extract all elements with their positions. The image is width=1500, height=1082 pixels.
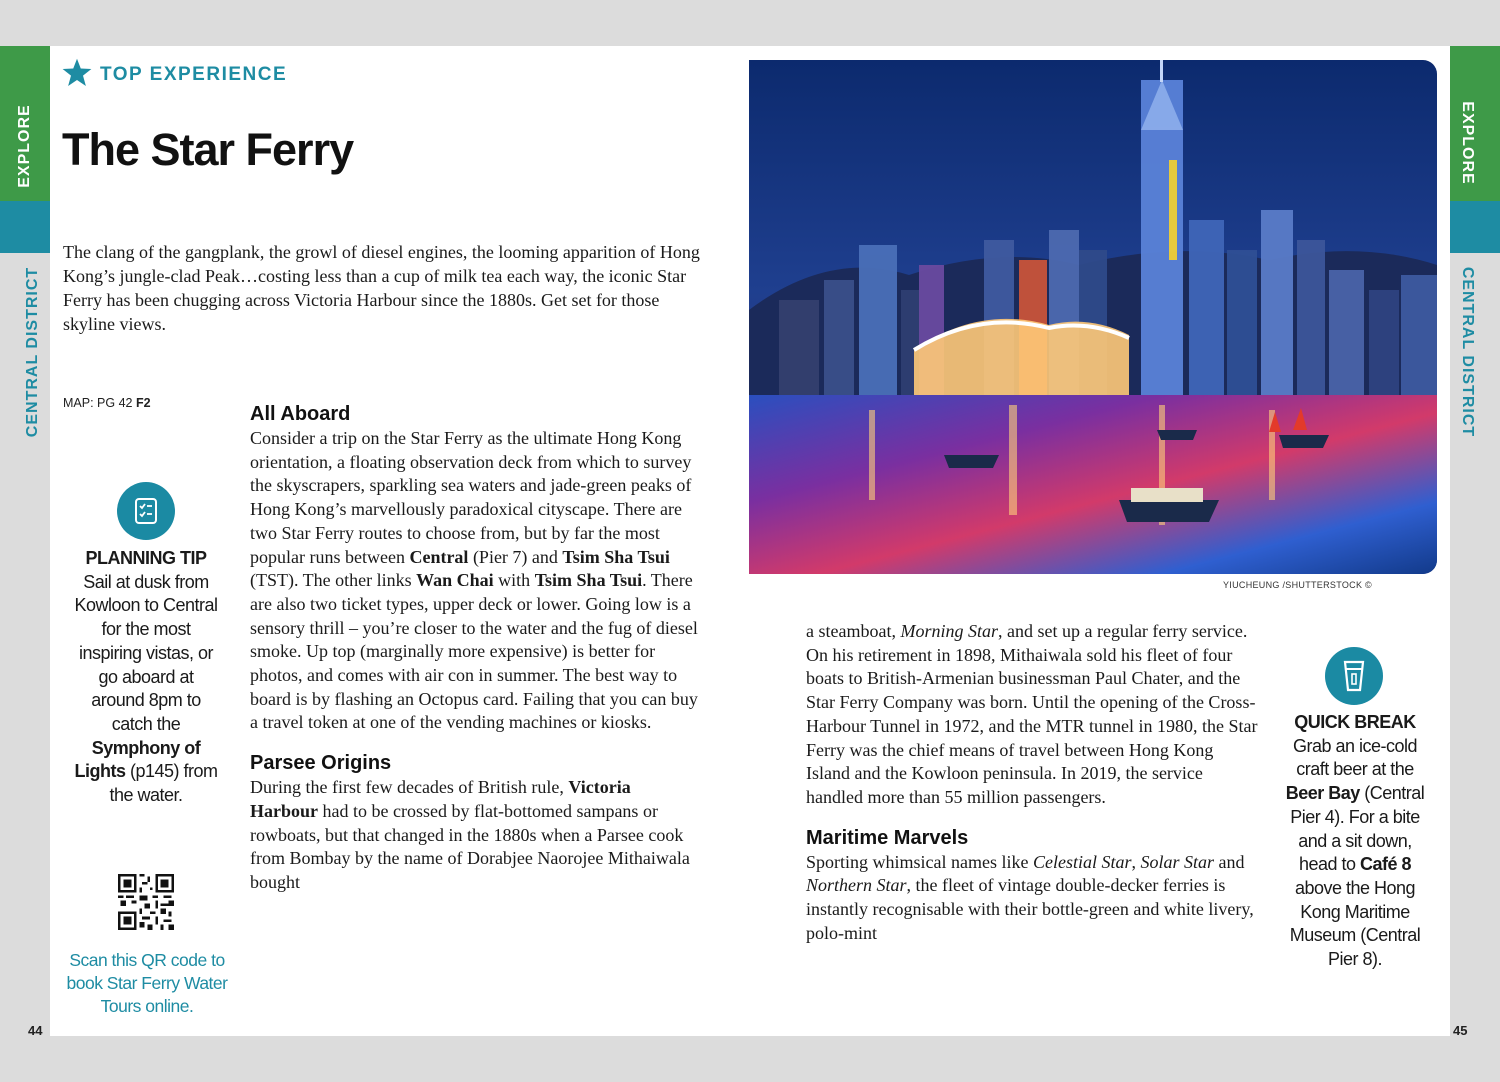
map-reference (63, 396, 151, 410)
map-ref-label: MAP: PG 42 (63, 396, 133, 410)
explore-label-right: EXPLORE (1459, 101, 1476, 185)
page-title: The Star Ferry (62, 124, 354, 175)
heading-parsee-origins: Parsee Origins (250, 752, 392, 775)
district-label-right: CENTRAL DISTRICT (1459, 266, 1476, 438)
quick-break-body: Grab an ice-cold craft beer at the Beer Bay (Central Pier 4). For a bite and a sit down, head to Café 8 above the Hong Kong Maritime Museum (Central Pier 8). (1285, 735, 1425, 970)
intro-paragraph: The clang of the gangplank, the growl of diesel engines, the looming apparition of Hong Kong’s jungle-clad Peak…costing less than a cup of milk tea each way, the iconic Star Ferry has been chugging across Victoria Harbour since the 1880s. Get set for those skyline views. (63, 242, 700, 334)
quick-break (1280, 711, 1430, 972)
hong-kong-skyline-photo (749, 60, 1437, 574)
checklist-icon (117, 482, 175, 540)
main-column-1 (250, 401, 700, 895)
heading-all-aboard: All Aboard (250, 403, 351, 425)
top-experience-eyebrow (62, 58, 287, 92)
map-ref-grid: F2 (135, 396, 151, 410)
district-tab-left (0, 201, 50, 253)
main-column-2 (806, 620, 1261, 945)
star-icon (62, 58, 92, 92)
continued-paragraph: a steamboat, Morning Star, and set up a regular ferry service. On his retirement in 1898, Mithaiwala sold his fleet of four boats to British-Armenian businessman Paul Chater, and the Star Ferry Company was born. Until the opening of the Cross-Harbour Tunnel in 1972, and the MTR tunnel in 1980, the Star Ferry was the chief means of travel between Hong Kong Island and the Kowloon peninsula. In 2019, the service handled more than 55 million passengers. (806, 621, 1258, 807)
page-number-right: 45 (1453, 1023, 1468, 1038)
photo-credit: YIUCHEUNG /SHUTTERSTOCK © (1223, 580, 1372, 590)
page-number-left: 44 (28, 1023, 43, 1038)
district-label-left: CENTRAL DISTRICT (24, 266, 41, 438)
maritime-marvels-paragraph: Sporting whimsical names like Celestial Star, Solar Star and Northern Star, the fleet of vintage double-decker ferries is instantly recognisable with their bottle-green and white livery, polo-mint (806, 851, 1254, 943)
quick-break-heading: QUICK BREAK (1294, 712, 1416, 732)
planning-tip-heading: PLANNING TIP (85, 548, 207, 568)
parsee-origins-paragraph: During the first few decades of British rule, Victoria Harbour had to be crossed by flat-bottomed sampans or rowboats, but that changed in the 1880s when a Parsee cook from Bombay by the name of Dorabjee Naorojee Mithaiwala bought (250, 777, 690, 892)
heading-maritime-marvels: Maritime Marvels (806, 826, 969, 849)
all-aboard-paragraph: Consider a trip on the Star Ferry as the ultimate Hong Kong orientation, a floating observation deck from which to survey the skyscrapers, sparkling sea waters and jade-green peaks of Hong Kong’s marvellously paradoxical cityscape. There are two Star Ferry routes to choose from, but by far the most popular runs between Central (Pier 7) and Tsim Sha Tsui (TST). The other links Wan Chai with Tsim Sha Tsui. There are also two ticket types, upper deck or lower. Going low is a sensory thrill – you’re closer to the water and the fug of diesel smoke. Up top (marginally more expensive) is better for photos, and comes with air con in summer. The best way to board is by flashing an Octopus card. Failing that you can buy a travel token at one of the vending machines or kiosks. (250, 428, 698, 733)
district-tab-right (1450, 201, 1500, 253)
qr-caption: Scan this QR code to book Star Ferry Water Tours online. (66, 950, 228, 1016)
planning-tip-body: Sail at dusk from Kowloon to Central for the most inspiring vistas, or go aboard at around 8pm to catch the Symphony of Lights (p145) from the water. (74, 571, 218, 806)
qr-code[interactable] (118, 874, 174, 935)
explore-label-left: EXPLORE (16, 104, 33, 188)
beer-glass-icon (1325, 647, 1383, 705)
planning-tip (70, 547, 222, 808)
eyebrow-text: TOP EXPERIENCE (100, 64, 288, 85)
